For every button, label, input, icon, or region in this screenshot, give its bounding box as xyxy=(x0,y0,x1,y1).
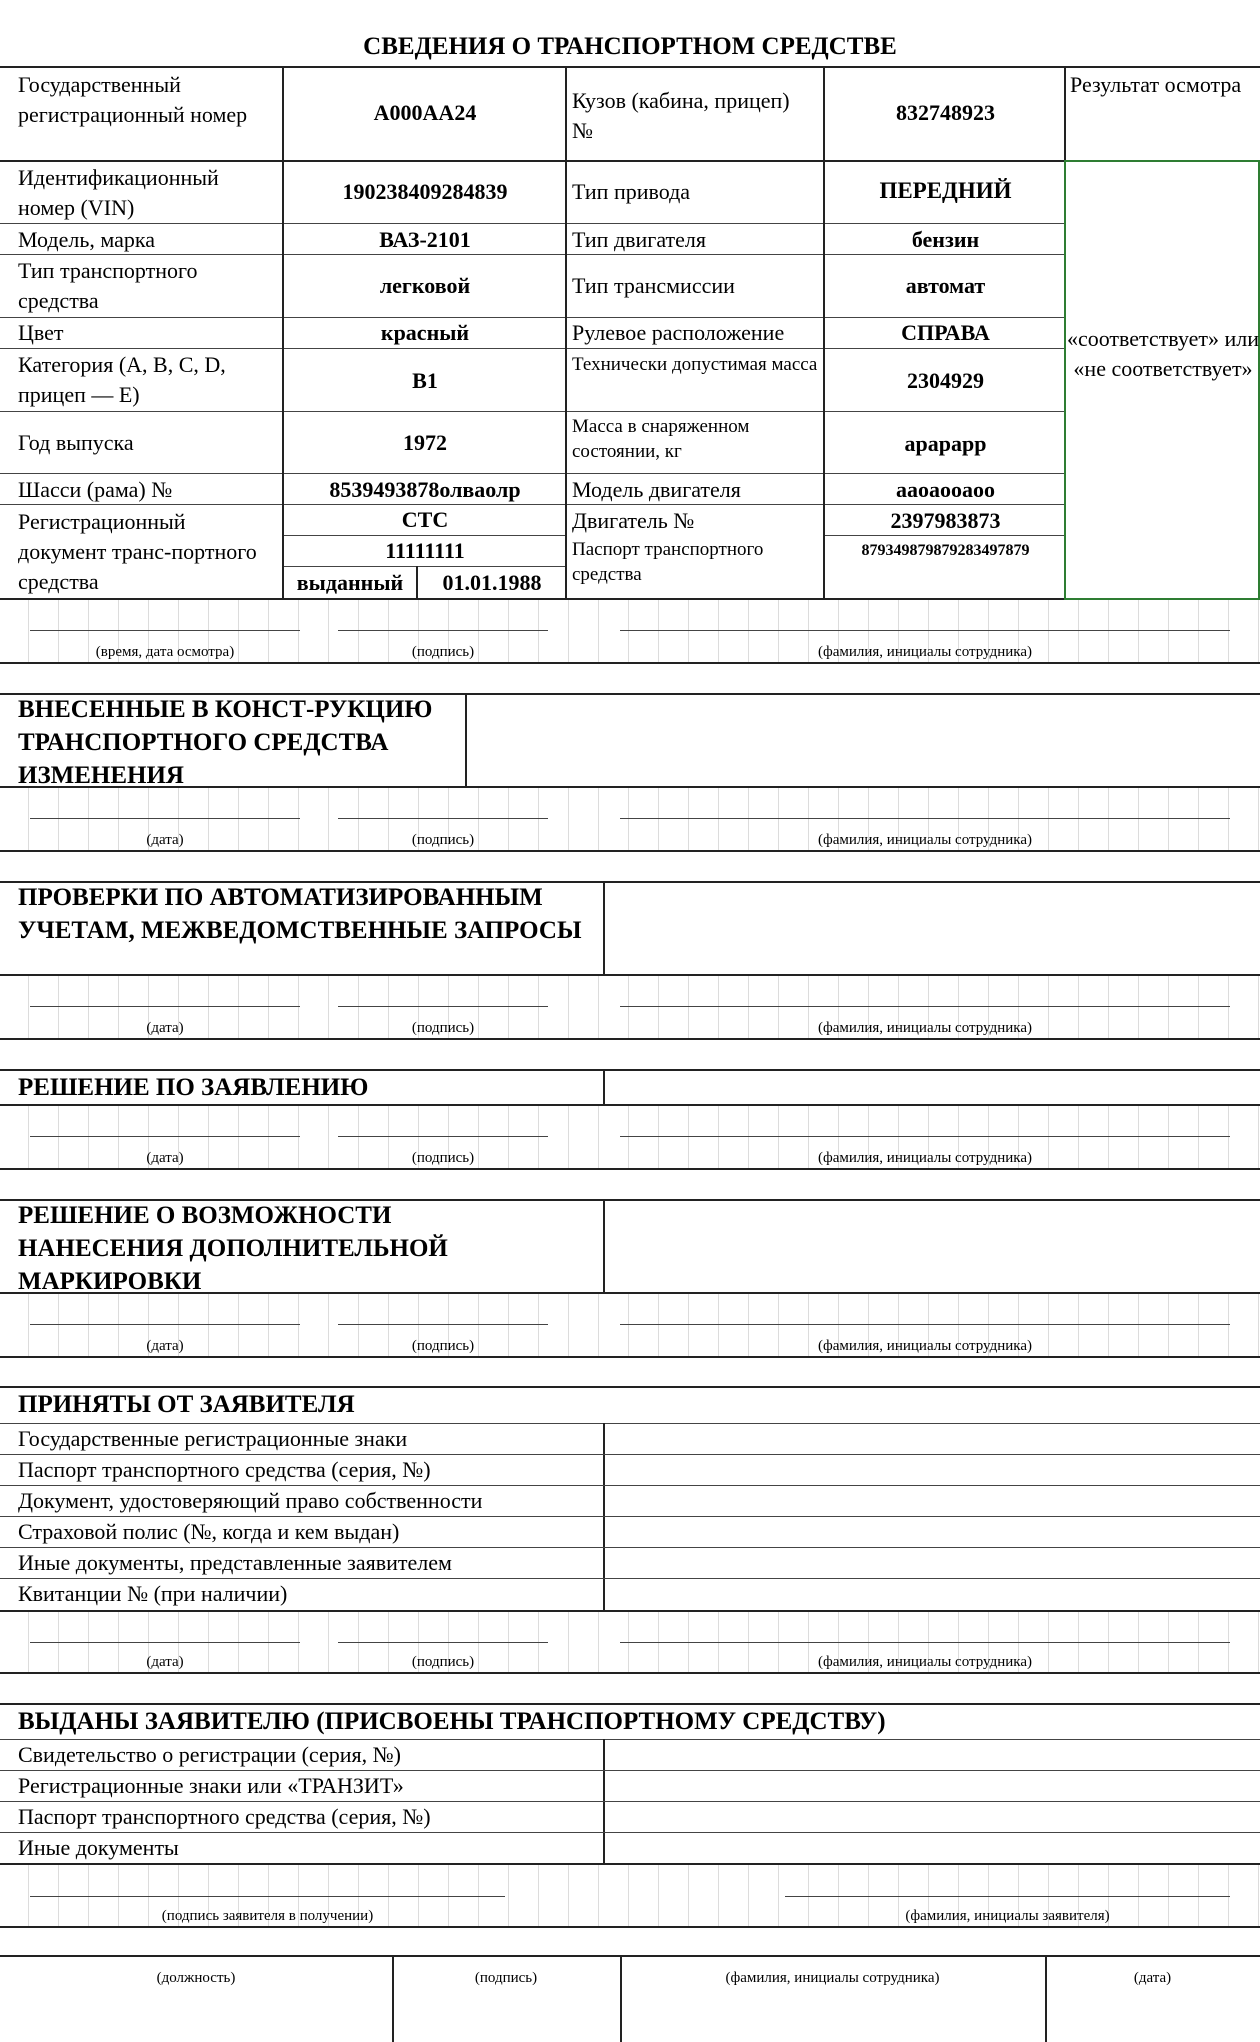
reg-doc-number: 11111111 xyxy=(385,538,465,563)
reg-doc-issued-label: выданный xyxy=(296,570,404,595)
page-title: СВЕДЕНИЯ О ТРАНСПОРТНОМ СРЕДСТВЕ xyxy=(363,33,897,60)
year-label: Год выпуска xyxy=(18,430,134,455)
category-label: Категория (A, B, C, D, прицеп — E) xyxy=(18,352,226,407)
curb-mass-value: арарарр xyxy=(904,431,987,456)
steering-label: Рулевое расположение xyxy=(572,320,785,345)
grid-line xyxy=(598,1104,599,1168)
marking-heading: РЕШЕНИЕ О ВОЗМОЖНОСТИ НАНЕСЕНИЯ ДОПОЛНИТЕЛЬНОЙ МАРКИРОВКИ xyxy=(18,1202,448,1295)
model-value: ВАЗ-2101 xyxy=(379,227,471,252)
grid-line xyxy=(568,1610,569,1672)
engine-number-label: Двигатель № xyxy=(572,508,695,533)
issued-heading: ВЫДАНЫ ЗАЯВИТЕЛЮ (ПРИСВОЕНЫ ТРАНСПОРТНОМУ СРЕДСТВУ) xyxy=(18,1708,886,1735)
date-caption: (дата) xyxy=(146,832,184,848)
changes-heading: ВНЕСЕННЫЕ В КОНСТ-РУКЦИЮ ТРАНСПОРТНОГО СРЕДСТВА ИЗМЕНЕНИЯ xyxy=(18,696,433,789)
date-caption: (дата) xyxy=(1133,1970,1172,1986)
chassis-value: 8539493878олвaолр xyxy=(329,477,521,502)
employee-name-caption: (фамилия, инициалы сотрудника) xyxy=(818,1338,1032,1354)
signature-caption: (подпись) xyxy=(411,1338,475,1354)
reg-number-value: А000АА24 xyxy=(373,100,477,125)
grid-line xyxy=(568,1292,569,1356)
grid-line xyxy=(568,786,569,850)
grid-line xyxy=(1258,1104,1259,1168)
checks-heading: ПРОВЕРКИ ПО АВТОМАТИЗИРОВАННЫМ УЧЕТАМ, МЕЖВЕДОМСТВЕННЫЕ ЗАПРОСЫ xyxy=(18,884,582,944)
date-caption: (дата) xyxy=(146,1020,184,1036)
color-label: Цвет xyxy=(18,320,64,345)
grid-line xyxy=(778,1863,779,1926)
employee-name-caption: (фамилия, инициалы сотрудника) xyxy=(818,832,1032,848)
passport-value: 879349879879283497879 xyxy=(861,542,1030,559)
grid-line xyxy=(328,1104,329,1168)
decision-heading: РЕШЕНИЕ ПО ЗАЯВЛЕНИЮ xyxy=(18,1074,369,1101)
transmission-value: автомат xyxy=(905,273,986,298)
issued-item: Свидетельство о регистрации (серия, №) xyxy=(18,1742,401,1767)
applicant-name-caption: (фамилия, инициалы заявителя) xyxy=(905,1908,1110,1924)
grid-line xyxy=(28,600,29,662)
grid-line xyxy=(568,1863,569,1926)
grid-line xyxy=(328,1292,329,1356)
engine-type-value: бензин xyxy=(911,227,980,252)
grid-line xyxy=(1258,974,1259,1038)
grid-line xyxy=(538,1863,539,1926)
accepted-item: Иные документы, представленные заявителем xyxy=(18,1550,452,1575)
grid-line xyxy=(1258,1610,1259,1672)
issued-item: Иные документы xyxy=(18,1835,179,1860)
year-value: 1972 xyxy=(403,430,447,455)
employee-name-caption: (фамилия, инициалы сотрудника) xyxy=(725,1970,940,1986)
chassis-label: Шасси (рама) № xyxy=(18,477,173,502)
issued-item: Регистрационные знаки или «ТРАНЗИТ» xyxy=(18,1773,404,1798)
grid-line xyxy=(1258,600,1259,662)
max-mass-value: 2304929 xyxy=(907,368,984,393)
grid-line xyxy=(28,974,29,1038)
grid-line xyxy=(28,786,29,850)
engine-type-label: Тип двигателя xyxy=(572,227,706,252)
engine-number-value: 2397983873 xyxy=(890,508,1001,533)
grid-line xyxy=(718,1863,719,1926)
curb-mass-label: Масса в снаряженном состоянии, кг xyxy=(572,416,750,462)
grid-line xyxy=(598,1292,599,1356)
grid-line xyxy=(1258,786,1259,850)
applicant-signature-caption: (подпись заявителя в получении) xyxy=(161,1908,374,1924)
grid-line xyxy=(688,1863,689,1926)
date-caption: (дата) xyxy=(146,1150,184,1166)
reg-doc-type: СТС xyxy=(401,507,449,532)
accepted-heading: ПРИНЯТЫ ОТ ЗАЯВИТЕЛЯ xyxy=(18,1391,355,1418)
grid-line xyxy=(328,600,329,662)
grid-line xyxy=(28,1610,29,1672)
grid-line xyxy=(508,1863,509,1926)
accepted-item: Документ, удостоверяющий право собственности xyxy=(18,1488,483,1513)
grid-line xyxy=(598,1863,599,1926)
inspection-time-caption: (время, дата осмотра) xyxy=(95,644,235,660)
grid-line xyxy=(28,1863,29,1926)
signature-caption: (подпись) xyxy=(411,832,475,848)
category-value: B1 xyxy=(412,368,438,393)
drive-type-label: Тип привода xyxy=(572,179,691,204)
reg-doc-label: Регистрационный документ транс-портного средства xyxy=(18,509,257,594)
grid-line xyxy=(598,786,599,850)
color-value: красный xyxy=(380,320,470,345)
reg-number-label: Государственный регистрационный номер xyxy=(18,72,248,127)
model-label: Модель, марка xyxy=(18,227,156,252)
grid-line xyxy=(568,600,569,662)
grid-line xyxy=(568,974,569,1038)
body-number-label: Кузов (кабина, прицеп) № xyxy=(572,88,790,143)
grid-line xyxy=(328,974,329,1038)
signature-caption: (подпись) xyxy=(474,1970,538,1986)
vin-label: Идентификационный номер (VIN) xyxy=(18,165,219,220)
inspection-result-text: «соответствует» или «не соответствует» xyxy=(1066,326,1260,381)
grid-line xyxy=(328,786,329,850)
signature-caption: (подпись) xyxy=(411,1150,475,1166)
grid-line xyxy=(598,600,599,662)
signature-caption: (подпись) xyxy=(411,1020,475,1036)
date-caption: (дата) xyxy=(146,1338,184,1354)
accepted-item: Страховой полис (№, когда и кем выдан) xyxy=(18,1519,400,1544)
transmission-label: Тип трансмиссии xyxy=(572,273,735,298)
max-mass-label: Технически допустимая масса xyxy=(572,354,818,375)
issued-item: Паспорт транспортного средства (серия, №) xyxy=(18,1804,431,1829)
grid-line xyxy=(328,1610,329,1672)
grid-line xyxy=(28,1292,29,1356)
grid-line xyxy=(658,1863,659,1926)
reg-doc-date: 01.01.1988 xyxy=(442,570,542,595)
employee-name-caption: (фамилия, инициалы сотрудника) xyxy=(818,1150,1032,1166)
signature-caption: (подпись) xyxy=(411,1654,475,1670)
accepted-item: Квитанции № (при наличии) xyxy=(18,1581,288,1606)
employee-name-caption: (фамилия, инициалы сотрудника) xyxy=(818,644,1032,660)
position-caption: (должность) xyxy=(156,1970,236,1986)
employee-name-caption: (фамилия, инициалы сотрудника) xyxy=(818,1654,1032,1670)
grid-line xyxy=(28,1104,29,1168)
engine-model-value: ааоаооаоо xyxy=(896,477,995,502)
drive-type-value: ПЕРЕДНИЙ xyxy=(879,178,1012,203)
grid-line xyxy=(1258,1863,1259,1926)
vin-value: 190238409284839 xyxy=(342,179,508,204)
steering-value: СПРАВА xyxy=(901,320,990,345)
grid-line xyxy=(598,974,599,1038)
passport-label: Паспорт транспортного средства xyxy=(572,539,764,585)
vehicle-type-value: легковой xyxy=(379,273,471,298)
grid-line xyxy=(568,1104,569,1168)
grid-line xyxy=(598,1610,599,1672)
body-number-value: 832748923 xyxy=(896,100,995,125)
grid-line xyxy=(748,1863,749,1926)
date-caption: (дата) xyxy=(146,1654,184,1670)
accepted-item: Паспорт транспортного средства (серия, №) xyxy=(18,1457,431,1482)
vehicle-type-label: Тип транспортного средства xyxy=(18,258,198,313)
signature-caption: (подпись) xyxy=(411,644,475,660)
engine-model-label: Модель двигателя xyxy=(572,477,741,502)
employee-name-caption: (фамилия, инициалы сотрудника) xyxy=(818,1020,1032,1036)
grid-line xyxy=(628,1863,629,1926)
accepted-item: Государственные регистрационные знаки xyxy=(18,1426,408,1451)
grid-line xyxy=(1258,1292,1259,1356)
inspection-result-label: Результат осмотра xyxy=(1070,72,1242,97)
